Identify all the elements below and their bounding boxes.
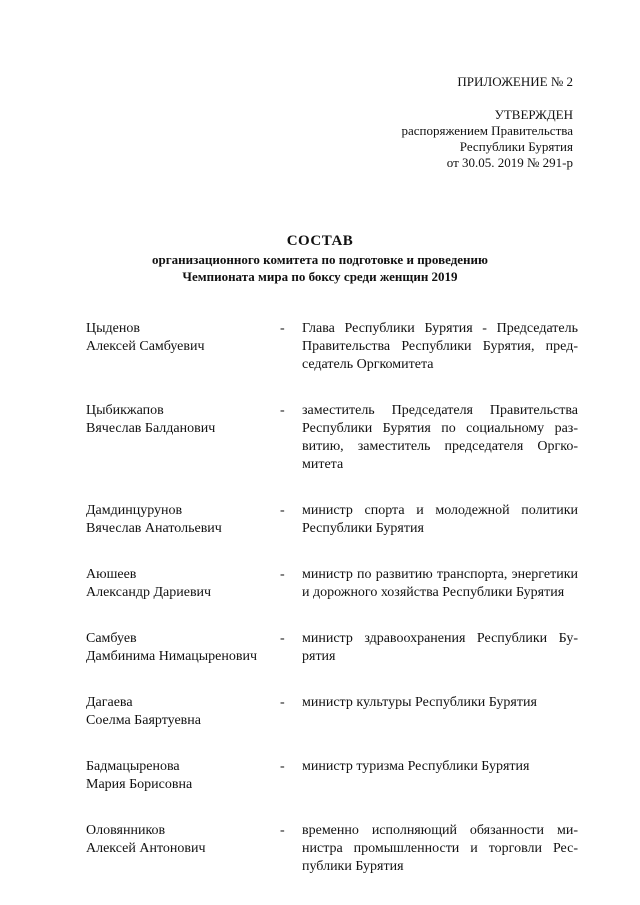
member-entry	[86, 694, 576, 730]
member-entry	[86, 402, 576, 474]
member-given-name: Алексей Самбуевич	[86, 339, 205, 354]
committee-members-list	[86, 320, 576, 904]
member-dash: -	[280, 503, 285, 518]
member-given-name: Мария Борисовна	[86, 777, 193, 792]
member-entry	[86, 822, 576, 876]
member-name	[86, 694, 280, 730]
member-surname: Дагаева	[86, 695, 133, 710]
member-surname: Бадмацыренова	[86, 759, 180, 774]
approval-line-2: Республики Бурятия	[459, 139, 573, 154]
member-surname: Аюшеев	[86, 567, 137, 582]
member-position: Глава Республики Бурятия - Председатель Правительства Республики Бурятия, председатель Оргкомитета	[302, 321, 578, 372]
member-surname: Самбуев	[86, 631, 137, 646]
member-entry	[86, 758, 576, 794]
member-surname: Оловянников	[86, 823, 166, 838]
member-dash: -	[280, 321, 285, 336]
member-dash: -	[280, 403, 285, 418]
member-position: министр спорта и молодежной политики Республики Бурятия	[302, 503, 578, 536]
member-name	[86, 822, 280, 876]
approved-label: УТВЕРЖДЕН	[494, 107, 573, 122]
approval-date-number: от 30.05. 2019 № 291-р	[446, 155, 573, 170]
member-given-name: Вячеслав Анатольевич	[86, 521, 222, 536]
member-given-name: Дамбинима Нимацыренович	[86, 649, 258, 664]
member-position: временно исполняющий обязанности министра промышленности и торговли Республики Бурятия	[302, 823, 578, 874]
member-position: министр по развитию транспорта, энергетики и дорожного хозяйства Республики Бурятия	[302, 567, 578, 600]
approval-header	[401, 74, 573, 171]
member-surname: Цыденов	[86, 321, 140, 336]
member-entry	[86, 502, 576, 538]
member-name	[86, 758, 280, 794]
member-name	[86, 402, 280, 474]
document-title: СОСТАВ	[286, 233, 354, 249]
member-position: министр здравоохранения Республики Бурятия	[302, 631, 578, 664]
member-position: министр туризма Республики Бурятия	[302, 759, 530, 774]
member-surname: Дамдинцурунов	[86, 503, 183, 518]
document-subtitle-line-1: организационного комитета по подготовке и проведению	[152, 252, 488, 267]
member-position: министр культуры Республики Бурятия	[302, 695, 537, 710]
document-subtitle-line-2: Чемпионата мира по боксу среди женщин 2019	[182, 269, 458, 284]
member-given-name: Соелма Баяртуевна	[86, 713, 201, 728]
member-entry	[86, 566, 576, 602]
member-given-name: Александр Дариевич	[86, 585, 212, 600]
member-dash: -	[280, 631, 285, 646]
member-dash: -	[280, 567, 285, 582]
document-title-block	[0, 232, 640, 285]
member-entry	[86, 630, 576, 666]
annex-number: ПРИЛОЖЕНИЕ № 2	[457, 74, 573, 89]
approval-line-1: распоряжением Правительства	[401, 123, 573, 138]
member-position: заместитель Председателя Правительства Республики Бурятия по социальному развитию, заместитель председателя Оргкомитета	[302, 403, 578, 472]
member-name	[86, 320, 280, 374]
member-entry	[86, 320, 576, 374]
member-name	[86, 502, 280, 538]
member-given-name: Вячеслав Балданович	[86, 421, 216, 436]
member-dash: -	[280, 695, 285, 710]
member-name	[86, 566, 280, 602]
member-dash: -	[280, 823, 285, 838]
member-dash: -	[280, 759, 285, 774]
member-surname: Цыбикжапов	[86, 403, 164, 418]
member-given-name: Алексей Антонович	[86, 841, 206, 856]
member-name	[86, 630, 280, 666]
